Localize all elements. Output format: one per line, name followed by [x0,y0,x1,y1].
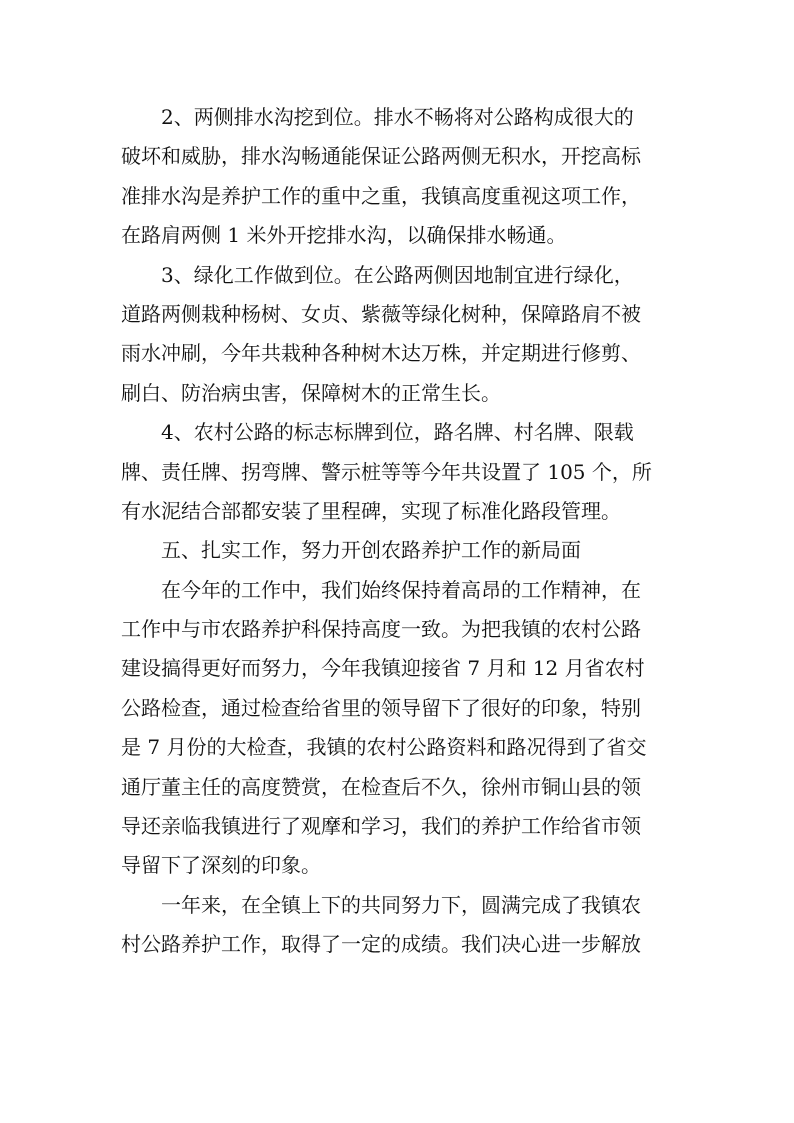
paragraph-line: 导还亲临我镇进行了观摩和学习，我们的养护工作给省市领 [121,814,641,839]
paragraph-line: 3、绿化工作做到位。在公路两侧因地制宜进行绿化， [161,262,634,287]
paragraph-line: 道路两侧栽种杨树、女贞、紫薇等绿化树种，保障路肩不被 [121,301,641,326]
paragraph-line: 在今年的工作中，我们始终保持着高昂的工作精神，在 [161,577,641,602]
paragraph-line: 村公路养护工作，取得了一定的成绩。我们决心进一步解放 [121,932,641,957]
paragraph-line: 公路检查，通过检查给省里的领导留下了很好的印象，特别 [121,695,641,720]
paragraph-line: 建设搞得更好而努力，今年我镇迎接省 7 月和 12 月省农村 [121,656,645,681]
paragraph-line: 一年来，在全镇上下的共同努力下，圆满完成了我镇农 [161,892,641,917]
paragraph-line: 在路肩两侧 1 米外开挖排水沟，以确保排水畅通。 [121,223,567,248]
paragraph-line: 准排水沟是养护工作的重中之重，我镇高度重视这项工作， [121,183,641,208]
document-body [121,98,681,965]
paragraph-line: 导留下了深刻的印象。 [121,853,321,878]
paragraph-line: 刷白、防治病虫害，保障树木的正常生长。 [121,380,501,405]
paragraph-line: 破坏和威胁，排水沟畅通能保证公路两侧无积水，开挖高标 [121,144,641,169]
paragraph-line: 雨水冲刷，今年共栽种各种树木达万株，并定期进行修剪、 [121,341,641,366]
paragraph-line: 通厅董主任的高度赞赏，在检查后不久，徐州市铜山县的领 [121,774,641,799]
paragraph-line: 2、两侧排水沟挖到位。排水不畅将对公路构成很大的 [161,105,634,129]
paragraph-line: 有水泥结合部都安装了里程碑，实现了标准化路段管理。 [121,498,621,523]
paragraph-line: 是 7 月份的大检查，我镇的农村公路资料和路况得到了省交 [121,735,647,760]
paragraph-line: 4、农村公路的标志标牌到位，路名牌、村名牌、限载 [161,420,634,445]
paragraph-line: 牌、责任牌、拐弯牌、警示桩等等今年共设置了 105 个，所 [121,459,652,484]
paragraph-line: 工作中与市农路养护科保持高度一致。为把我镇的农村公路 [121,617,641,642]
section-heading: 五、扎实工作，努力开创农路养护工作的新局面 [161,538,581,563]
